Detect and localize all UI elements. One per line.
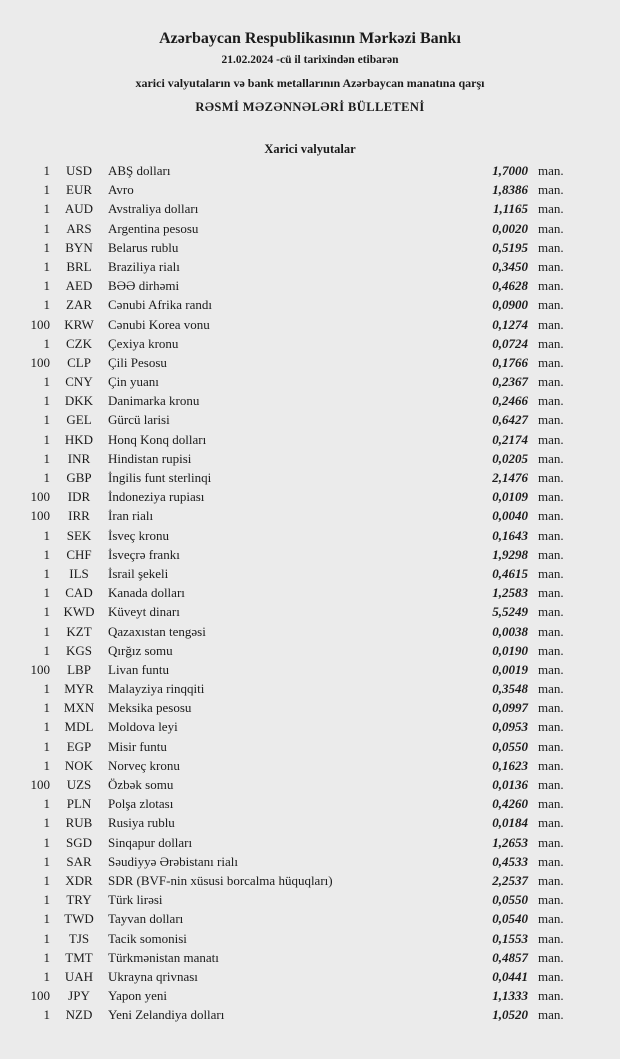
exchange-rate: 1,8386 — [492, 182, 528, 198]
exchange-rate: 0,0540 — [492, 911, 528, 927]
currency-quantity: 1 — [43, 949, 50, 965]
unit-label: man. — [538, 796, 564, 812]
currency-row — [30, 487, 568, 506]
exchange-rate: 0,0724 — [492, 335, 528, 351]
currency-name: Qırğız somu — [108, 642, 173, 658]
currency-row — [30, 295, 568, 314]
exchange-rate: 0,4628 — [492, 278, 528, 294]
currency-code: NZD — [65, 1007, 93, 1023]
currency-name: Polşa zlotası — [108, 796, 174, 812]
currency-quantity: 100 — [30, 777, 50, 792]
unit-label: man. — [538, 834, 564, 850]
currency-row — [30, 871, 568, 890]
currency-code: UAH — [64, 968, 94, 984]
currency-row — [30, 353, 568, 372]
exchange-rate: 0,0550 — [492, 738, 528, 754]
bulletin-title: RƏSMİ MƏZƏNNƏLƏRİ BÜLLETENİ — [195, 100, 425, 114]
currency-row — [30, 449, 568, 468]
currency-code: BYN — [65, 239, 93, 255]
currency-row — [30, 391, 568, 410]
unit-label: man. — [538, 258, 564, 274]
currency-code: TRY — [66, 892, 92, 908]
unit-label: man. — [538, 892, 564, 908]
currency-quantity: 1 — [43, 815, 50, 831]
unit-label: man. — [538, 278, 564, 294]
currency-quantity: 100 — [30, 316, 50, 332]
currency-name: Cənubi Afrika randı — [108, 297, 212, 313]
currency-name: Honq Konq dolları — [108, 431, 207, 447]
currency-code: HKD — [64, 431, 94, 447]
exchange-rate: 0,3450 — [492, 258, 528, 274]
currency-row — [30, 219, 568, 238]
currency-row — [30, 334, 568, 353]
currency-quantity: 1 — [43, 834, 50, 850]
currency-quantity: 1 — [43, 642, 50, 658]
unit-label: man. — [538, 163, 564, 178]
currency-code: MXN — [63, 700, 95, 716]
currency-code: EGP — [66, 738, 92, 754]
currency-rates-table — [0, 161, 620, 1024]
currency-row — [30, 199, 568, 218]
currency-row — [30, 679, 568, 698]
currency-code: LBP — [67, 661, 91, 677]
currency-code: MDL — [64, 719, 94, 735]
currency-name: İran rialı — [108, 508, 154, 524]
currency-name: İsrail şekeli — [108, 565, 169, 581]
exchange-rate: 0,2466 — [492, 393, 528, 409]
unit-label: man. — [538, 719, 564, 735]
currency-name: Danimarka kronu — [108, 393, 200, 409]
currency-quantity: 1 — [43, 719, 50, 735]
exchange-rate: 1,2583 — [492, 585, 528, 601]
exchange-rate: 5,5249 — [492, 604, 528, 620]
unit-label: man. — [538, 777, 564, 792]
currency-quantity: 1 — [43, 335, 50, 351]
unit-label: man. — [538, 527, 564, 543]
currency-quantity: 1 — [43, 258, 50, 274]
exchange-rate: 0,0550 — [492, 892, 528, 908]
exchange-rate: 1,1333 — [492, 988, 528, 1004]
currency-quantity: 1 — [43, 1007, 50, 1023]
currency-row — [30, 852, 568, 871]
unit-label: man. — [538, 393, 564, 409]
currency-name: Səudiyyə Ərəbistanı rialı — [108, 853, 238, 869]
currency-name: İngilis funt sterlinqi — [108, 470, 212, 485]
exchange-rate: 0,0184 — [492, 815, 528, 831]
currency-row — [30, 583, 568, 602]
exchange-rate: 0,0136 — [492, 777, 528, 792]
currency-code: TWD — [64, 911, 94, 927]
currency-name: ABŞ dolları — [108, 163, 171, 178]
exchange-rate: 0,0038 — [492, 623, 528, 639]
currency-name: Tacik somonisi — [108, 930, 187, 946]
currency-quantity: 1 — [43, 239, 50, 255]
unit-label: man. — [538, 450, 564, 466]
exchange-rate: 0,2174 — [492, 431, 528, 447]
currency-quantity: 1 — [43, 278, 50, 294]
exchange-rate: 0,6427 — [492, 412, 528, 428]
currency-row — [30, 737, 568, 756]
currency-name: Argentina pesosu — [108, 220, 199, 236]
currency-row — [30, 161, 568, 180]
currency-quantity: 1 — [43, 757, 50, 773]
currency-quantity: 100 — [30, 988, 50, 1004]
currency-row — [30, 506, 568, 525]
currency-name: Çin yuanı — [108, 374, 159, 390]
exchange-rate: 0,0205 — [492, 450, 528, 466]
currency-code: MYR — [64, 681, 94, 697]
currency-name: Hindistan rupisi — [108, 450, 192, 466]
currency-quantity: 1 — [43, 623, 50, 639]
currency-name: Ukrayna qrivnası — [108, 968, 198, 984]
currency-code: CHF — [66, 546, 92, 562]
currency-quantity: 1 — [43, 968, 50, 984]
currency-row — [30, 698, 568, 717]
currency-row — [30, 967, 568, 986]
unit-label: man. — [538, 661, 564, 677]
currency-row — [30, 641, 568, 660]
currency-name: Misir funtu — [108, 738, 167, 754]
currency-quantity: 1 — [43, 163, 50, 178]
currency-code: CAD — [65, 585, 93, 601]
currency-code: GBP — [66, 470, 92, 485]
currency-code: BRL — [66, 258, 92, 274]
currency-code: IDR — [67, 489, 91, 505]
currency-name: Yeni Zelandiya dolları — [108, 1007, 225, 1023]
currency-code: EUR — [66, 182, 92, 198]
currency-code: AED — [65, 278, 93, 294]
exchange-rate: 0,0900 — [492, 297, 528, 313]
exchange-rate: 0,4615 — [492, 565, 528, 581]
currency-row — [30, 794, 568, 813]
unit-label: man. — [538, 316, 564, 332]
currency-name: BƏƏ dirhəmi — [108, 278, 180, 294]
unit-label: man. — [538, 335, 564, 351]
unit-label: man. — [538, 604, 564, 620]
currency-name: SDR (BVF-nin xüsusi borcalma hüquqları) — [108, 872, 333, 888]
currency-code: IRR — [68, 508, 90, 524]
currency-name: Livan funtu — [108, 661, 170, 677]
exchange-rate: 0,0441 — [492, 968, 528, 984]
currency-code: KZT — [66, 623, 92, 639]
currency-row — [30, 526, 568, 545]
exchange-rate: 0,1766 — [492, 354, 528, 370]
currency-quantity: 1 — [43, 393, 50, 409]
exchange-rate: 0,0019 — [492, 661, 528, 677]
currency-quantity: 1 — [43, 297, 50, 313]
currency-row — [30, 948, 568, 967]
exchange-rate: 0,0190 — [492, 642, 528, 658]
unit-label: man. — [538, 431, 564, 447]
currency-quantity: 1 — [43, 604, 50, 620]
currency-quantity: 1 — [43, 201, 50, 217]
currency-code: CNY — [65, 374, 93, 390]
exchange-rate: 1,1165 — [492, 201, 528, 217]
currency-name: Meksika pesosu — [108, 700, 192, 716]
currency-quantity: 1 — [43, 585, 50, 601]
currency-quantity: 1 — [43, 450, 50, 466]
currency-row — [30, 909, 568, 928]
bulletin-subtitle: xarici valyutaların və bank metallarının Azərbaycan manatına qarşı — [135, 76, 485, 90]
currency-name: İsveç kronu — [108, 527, 170, 543]
currency-name: Moldova leyi — [108, 719, 178, 735]
currency-code: XDR — [65, 872, 93, 888]
currency-quantity: 1 — [43, 527, 50, 543]
exchange-rate: 0,0020 — [492, 220, 528, 236]
unit-label: man. — [538, 508, 564, 524]
currency-row — [30, 813, 568, 832]
unit-label: man. — [538, 700, 564, 716]
currency-quantity: 1 — [43, 930, 50, 946]
currency-row — [30, 929, 568, 948]
currency-row — [30, 1005, 568, 1024]
currency-name: Çexiya kronu — [108, 335, 179, 351]
currency-row — [30, 756, 568, 775]
exchange-rate: 0,5195 — [492, 239, 528, 255]
unit-label: man. — [538, 623, 564, 639]
unit-label: man. — [538, 930, 564, 946]
currency-code: SAR — [66, 853, 92, 869]
unit-label: man. — [538, 911, 564, 927]
exchange-rate: 0,0997 — [492, 700, 528, 716]
currency-quantity: 1 — [43, 892, 50, 908]
exchange-rate: 0,0953 — [492, 719, 528, 735]
currency-quantity: 1 — [43, 681, 50, 697]
currency-row — [30, 468, 568, 487]
currency-name: Türkmənistan manatı — [108, 949, 219, 965]
unit-label: man. — [538, 968, 564, 984]
unit-label: man. — [538, 988, 564, 1004]
exchange-rate: 0,1643 — [492, 527, 528, 543]
exchange-rate: 0,1274 — [492, 316, 528, 332]
currency-quantity: 1 — [43, 911, 50, 927]
currency-name: Avstraliya dolları — [108, 201, 199, 217]
exchange-rate: 1,2653 — [492, 834, 528, 850]
exchange-rate: 0,1623 — [492, 757, 528, 773]
currency-code: RUB — [65, 815, 93, 831]
currency-code: KRW — [64, 316, 94, 332]
currency-row — [30, 430, 568, 449]
unit-label: man. — [538, 220, 564, 236]
currency-name: Malayziya rinqqiti — [108, 681, 205, 697]
unit-label: man. — [538, 949, 564, 965]
currency-quantity: 1 — [43, 220, 50, 236]
currency-row — [30, 238, 568, 257]
currency-row — [30, 180, 568, 199]
currency-row — [30, 986, 568, 1005]
currency-name: Gürcü larisi — [108, 412, 170, 428]
unit-label: man. — [538, 354, 564, 370]
currency-quantity: 1 — [43, 431, 50, 447]
currency-row — [30, 564, 568, 583]
currency-code: ZAR — [66, 297, 92, 313]
exchange-rate: 0,1553 — [492, 930, 528, 946]
currency-quantity: 1 — [43, 700, 50, 716]
currency-quantity: 1 — [43, 796, 50, 812]
exchange-rate: 1,7000 — [492, 163, 528, 178]
currency-row — [30, 660, 568, 679]
unit-label: man. — [538, 585, 564, 601]
currency-name: Çili Pesosu — [108, 354, 167, 370]
currency-code: USD — [65, 163, 92, 178]
currency-name: Norveç kronu — [108, 757, 180, 773]
currency-row — [30, 372, 568, 391]
unit-label: man. — [538, 297, 564, 313]
currency-name: Cənubi Korea vonu — [108, 316, 210, 332]
exchange-rate: 0,4260 — [492, 796, 528, 812]
unit-label: man. — [538, 1007, 564, 1023]
currency-quantity: 1 — [43, 546, 50, 562]
currency-code: PLN — [66, 796, 92, 812]
unit-label: man. — [538, 470, 564, 485]
currency-quantity: 1 — [43, 853, 50, 869]
effective-date-line: 21.02.2024 -cü il tarixindən etibarən — [221, 54, 399, 66]
unit-label: man. — [538, 872, 564, 888]
currency-code: CZK — [66, 335, 92, 351]
section-title-foreign-currencies: Xarici valyutalar — [264, 142, 356, 156]
currency-quantity: 100 — [30, 508, 50, 524]
currency-code: GEL — [66, 412, 92, 428]
currency-name: Braziliya rialı — [108, 258, 180, 274]
currency-quantity: 1 — [43, 738, 50, 754]
currency-row — [30, 276, 568, 295]
currency-name: Avro — [108, 182, 134, 198]
exchange-rate: 1,9298 — [492, 546, 528, 562]
currency-name: Türk lirəsi — [108, 892, 163, 908]
unit-label: man. — [538, 565, 564, 581]
currency-code: UZS — [66, 777, 92, 792]
unit-label: man. — [538, 182, 564, 198]
currency-name: Rusiya rublu — [108, 815, 175, 831]
exchange-rate: 0,3548 — [492, 681, 528, 697]
currency-name: İsveçrə frankı — [108, 546, 180, 562]
exchange-rate: 0,2367 — [492, 374, 528, 390]
currency-code: JPY — [68, 988, 90, 1004]
unit-label: man. — [538, 815, 564, 831]
currency-code: KGS — [65, 642, 92, 658]
exchange-rate: 2,1476 — [492, 470, 528, 485]
currency-code: SEK — [66, 527, 92, 543]
unit-label: man. — [538, 642, 564, 658]
currency-code: DKK — [64, 393, 94, 409]
currency-code: AUD — [64, 201, 94, 217]
currency-quantity: 1 — [43, 412, 50, 428]
currency-name: Kanada dolları — [108, 585, 185, 601]
unit-label: man. — [538, 374, 564, 390]
currency-row — [30, 622, 568, 641]
bank-title: Azərbaycan Respublikasının Mərkəzi Bankı — [159, 30, 461, 47]
currency-row — [30, 257, 568, 276]
currency-name: Özbək somu — [108, 777, 174, 792]
currency-name: Yapon yeni — [108, 988, 167, 1004]
currency-code: SGD — [65, 834, 92, 850]
exchange-rate: 0,0109 — [492, 489, 528, 505]
exchange-rate: 0,4533 — [492, 853, 528, 869]
currency-row — [30, 545, 568, 564]
currency-row — [30, 410, 568, 429]
currency-row — [30, 775, 568, 794]
currency-row — [30, 602, 568, 621]
exchange-rate: 2,2537 — [492, 872, 528, 888]
exchange-rate: 0,0040 — [492, 508, 528, 524]
currency-row — [30, 315, 568, 334]
currency-quantity: 1 — [43, 565, 50, 581]
currency-code: CLP — [67, 354, 91, 370]
currency-name: Qazaxıstan tengəsi — [108, 623, 206, 639]
currency-row — [30, 717, 568, 736]
currency-name: Belarus rublu — [108, 239, 179, 255]
unit-label: man. — [538, 201, 564, 217]
unit-label: man. — [538, 738, 564, 754]
currency-code: INR — [67, 450, 91, 466]
currency-quantity: 1 — [43, 470, 50, 485]
currency-code: TMT — [65, 949, 93, 965]
exchange-rate: 0,4857 — [492, 949, 528, 965]
unit-label: man. — [538, 681, 564, 697]
exchange-rate: 1,0520 — [492, 1007, 528, 1023]
currency-quantity: 1 — [43, 872, 50, 888]
currency-code: ARS — [66, 220, 92, 236]
currency-quantity: 1 — [43, 374, 50, 390]
currency-row — [30, 833, 568, 852]
currency-quantity: 100 — [30, 661, 50, 677]
unit-label: man. — [538, 546, 564, 562]
currency-quantity: 100 — [30, 489, 50, 505]
currency-quantity: 1 — [43, 182, 50, 198]
unit-label: man. — [538, 853, 564, 869]
unit-label: man. — [538, 239, 564, 255]
unit-label: man. — [538, 412, 564, 428]
currency-code: NOK — [64, 757, 94, 773]
unit-label: man. — [538, 757, 564, 773]
currency-code: KWD — [63, 604, 95, 620]
currency-name: İndoneziya rupiası — [108, 489, 205, 505]
currency-code: ILS — [69, 565, 89, 581]
currency-name: Tayvan dolları — [108, 911, 184, 927]
currency-name: Sinqapur dolları — [108, 834, 193, 850]
unit-label: man. — [538, 489, 564, 505]
currency-quantity: 100 — [30, 354, 50, 370]
currency-row — [30, 890, 568, 909]
currency-code: TJS — [68, 930, 90, 946]
currency-name: Küveyt dinarı — [108, 604, 180, 620]
